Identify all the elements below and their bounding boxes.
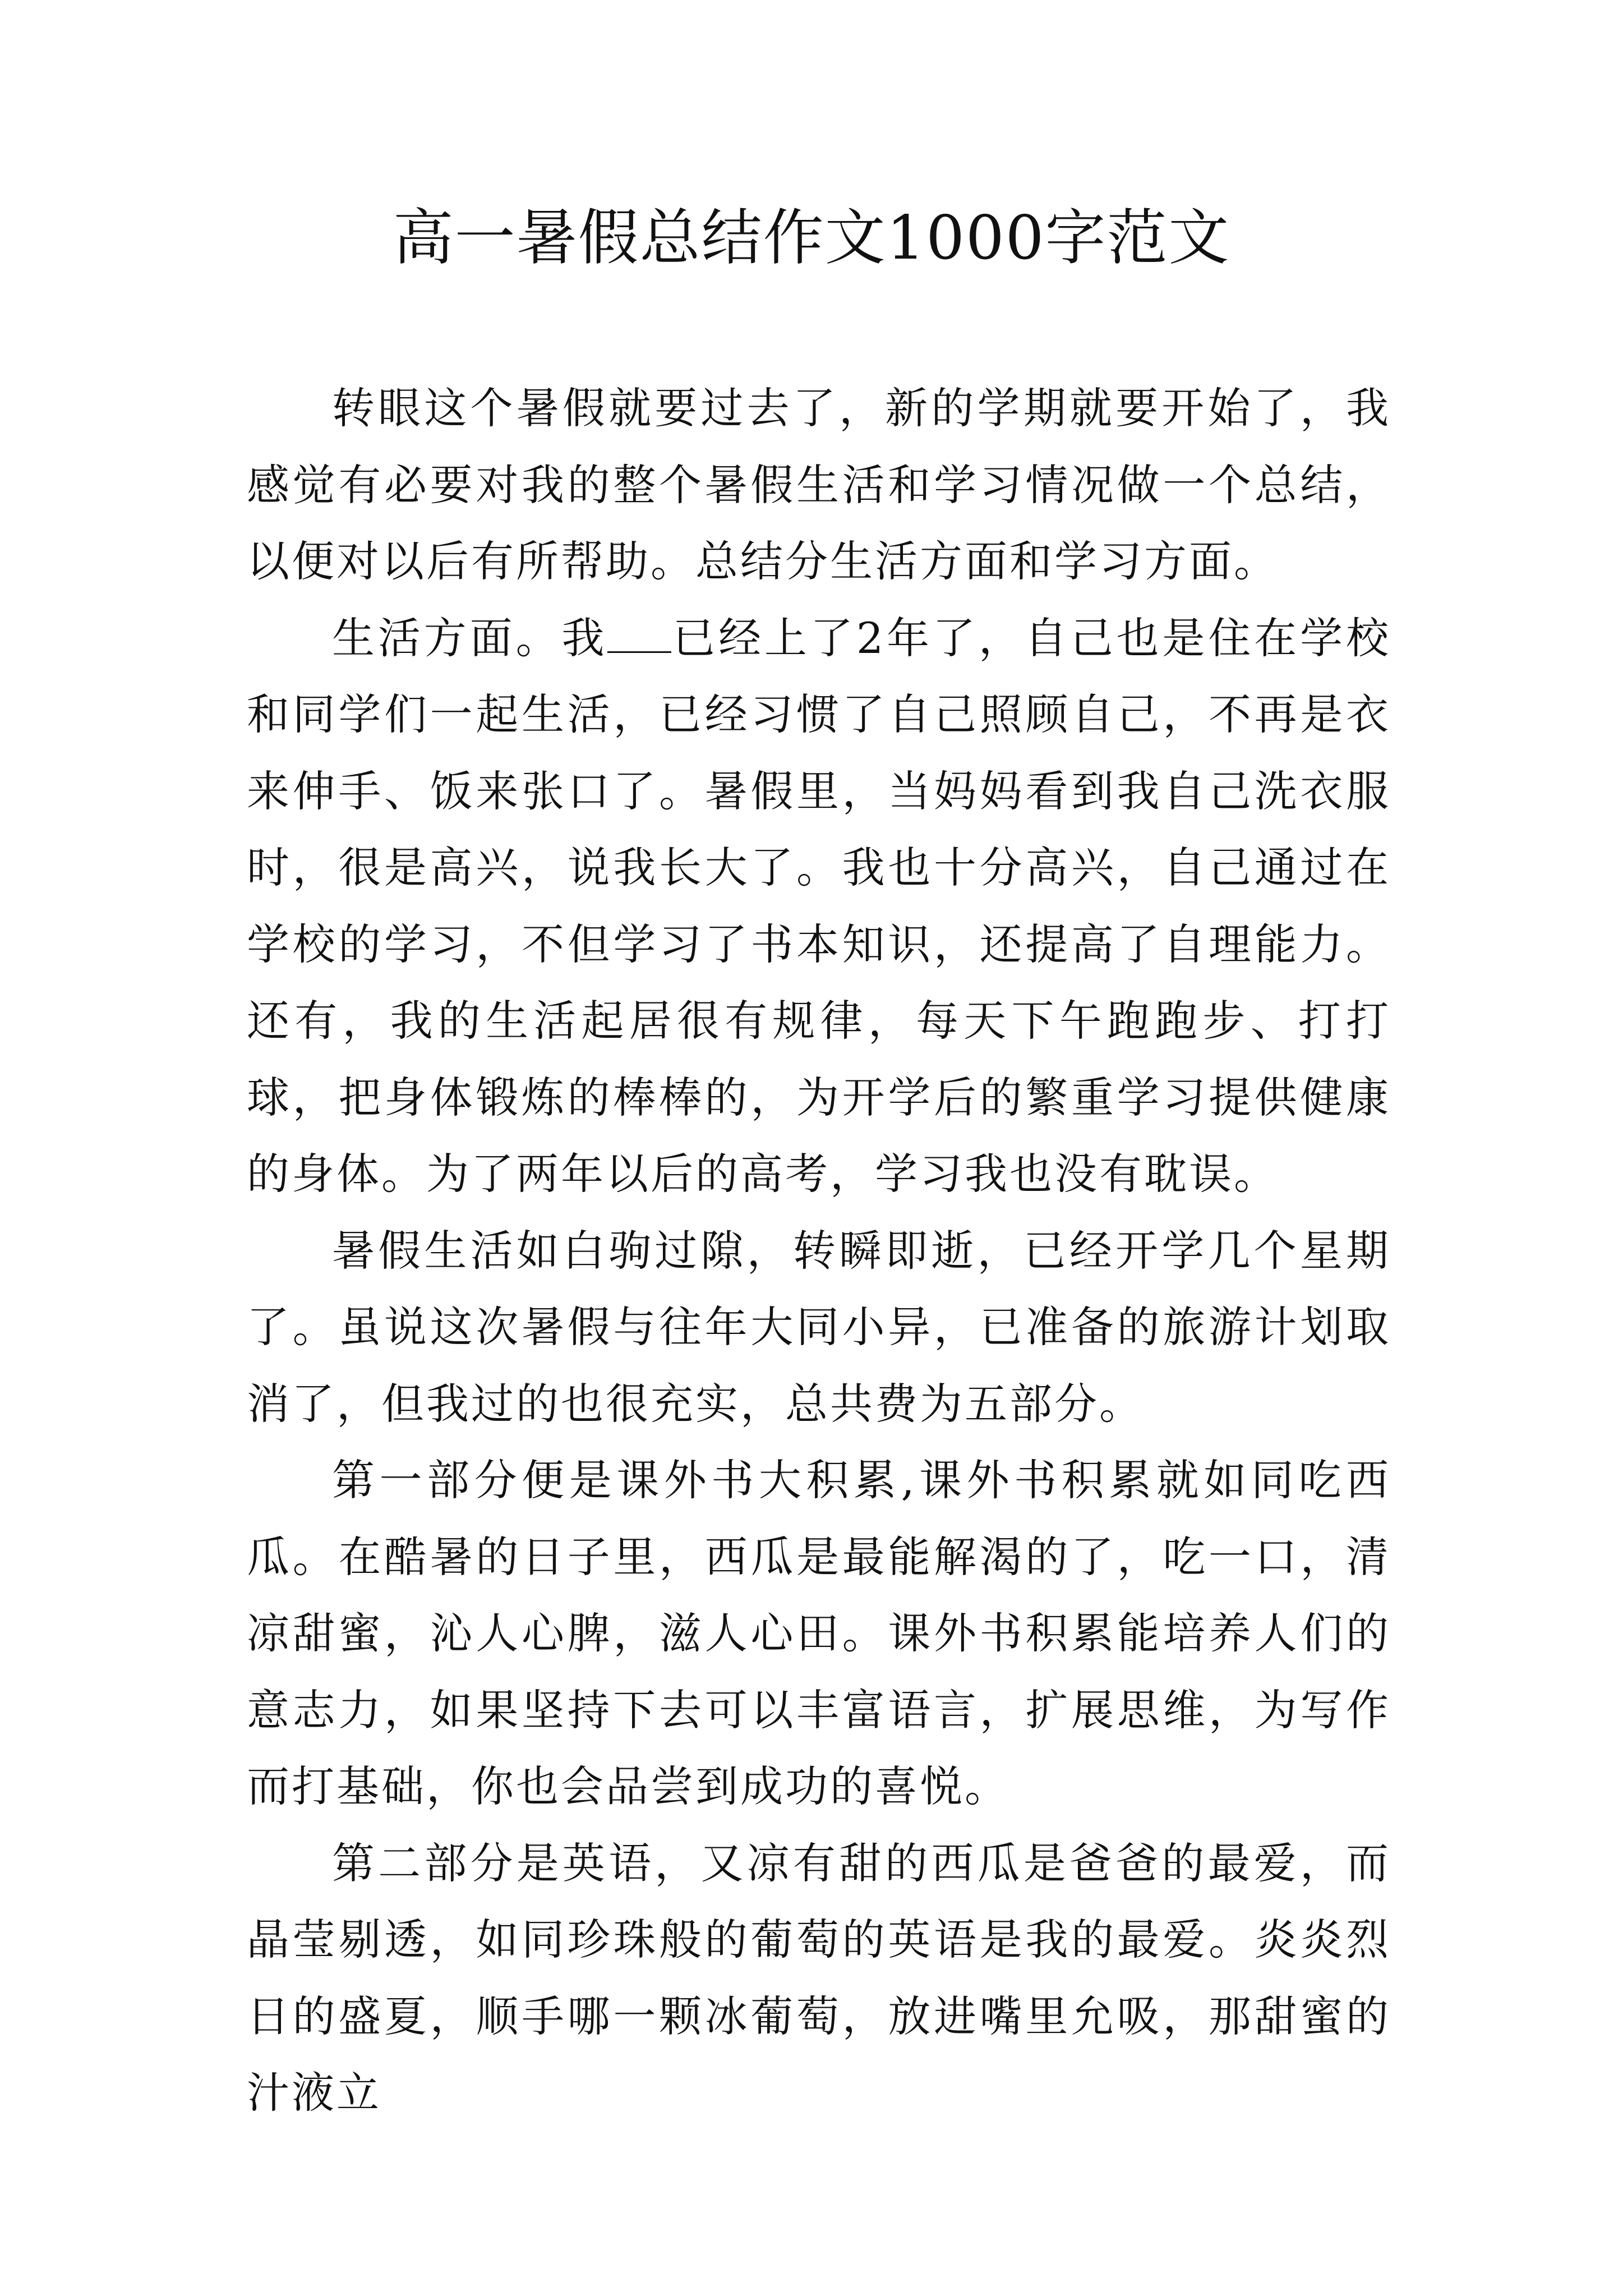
document-body [247, 370, 1391, 2132]
paragraph-intro: 转眼这个暑假就要过去了，新的学期就要开始了，我感觉有必要对我的整个暑假生活和学习情况做一个总结，以便对以后有所帮助。总结分生活方面和学习方面。 [247, 383, 1391, 586]
paragraph-life [247, 600, 1391, 1213]
document-title: 高一暑假总结作文1000字范文 [393, 203, 1230, 273]
fill-in-blank [607, 613, 671, 652]
paragraph-summer: 暑假生活如白驹过隙，转瞬即逝，已经开学几个星期了。虽说这次暑假与往年大同小异，已准备的旅游计划取消了，但我过的也很充实，总共费为五部分。 [247, 1225, 1391, 1429]
paragraph-part-two: 第二部分是英语，又凉有甜的西瓜是爸爸的最爱，而晶莹剔透，如同珍珠般的葡萄的英语是我的最爱。炎炎烈日的盛夏，顺手哪一颗冰葡萄，放进嘴里允吸，那甜蜜的汁液立 [247, 1838, 1391, 2118]
paragraph-life-lead: 生活方面。我 [332, 613, 608, 663]
paragraph-life-rest: 已经上了2年了，自己也是住在学校和同学们一起生活，已经习惯了自己照顾自己，不再是衣来伸手、饭来张口了。暑假里，当妈妈看到我自己洗衣服时，很是高兴，说我长大了。我也十分高兴，自己通过在学校的学习，不但学习了书本知识，还提高了自理能力。还有，我的生活起居很有规律，每天下午跑跑步、打打球，把身体锻炼的棒棒的，为开学后的繁重学习提供健康的身体。为了两年以后的高考，学习我也没有耽误。 [247, 613, 1391, 1199]
paragraph-part-one: 第一部分便是课外书大积累,课外书积累就如同吃西瓜。在酷暑的日子里，西瓜是最能解渴的了，吃一口，清凉甜蜜，沁人心脾，滋人心田。课外书积累能培养人们的意志力，如果坚持下去可以丰富语言，扩展思维，为写作而打基础，你也会品尝到成功的喜悦。 [247, 1455, 1391, 1811]
